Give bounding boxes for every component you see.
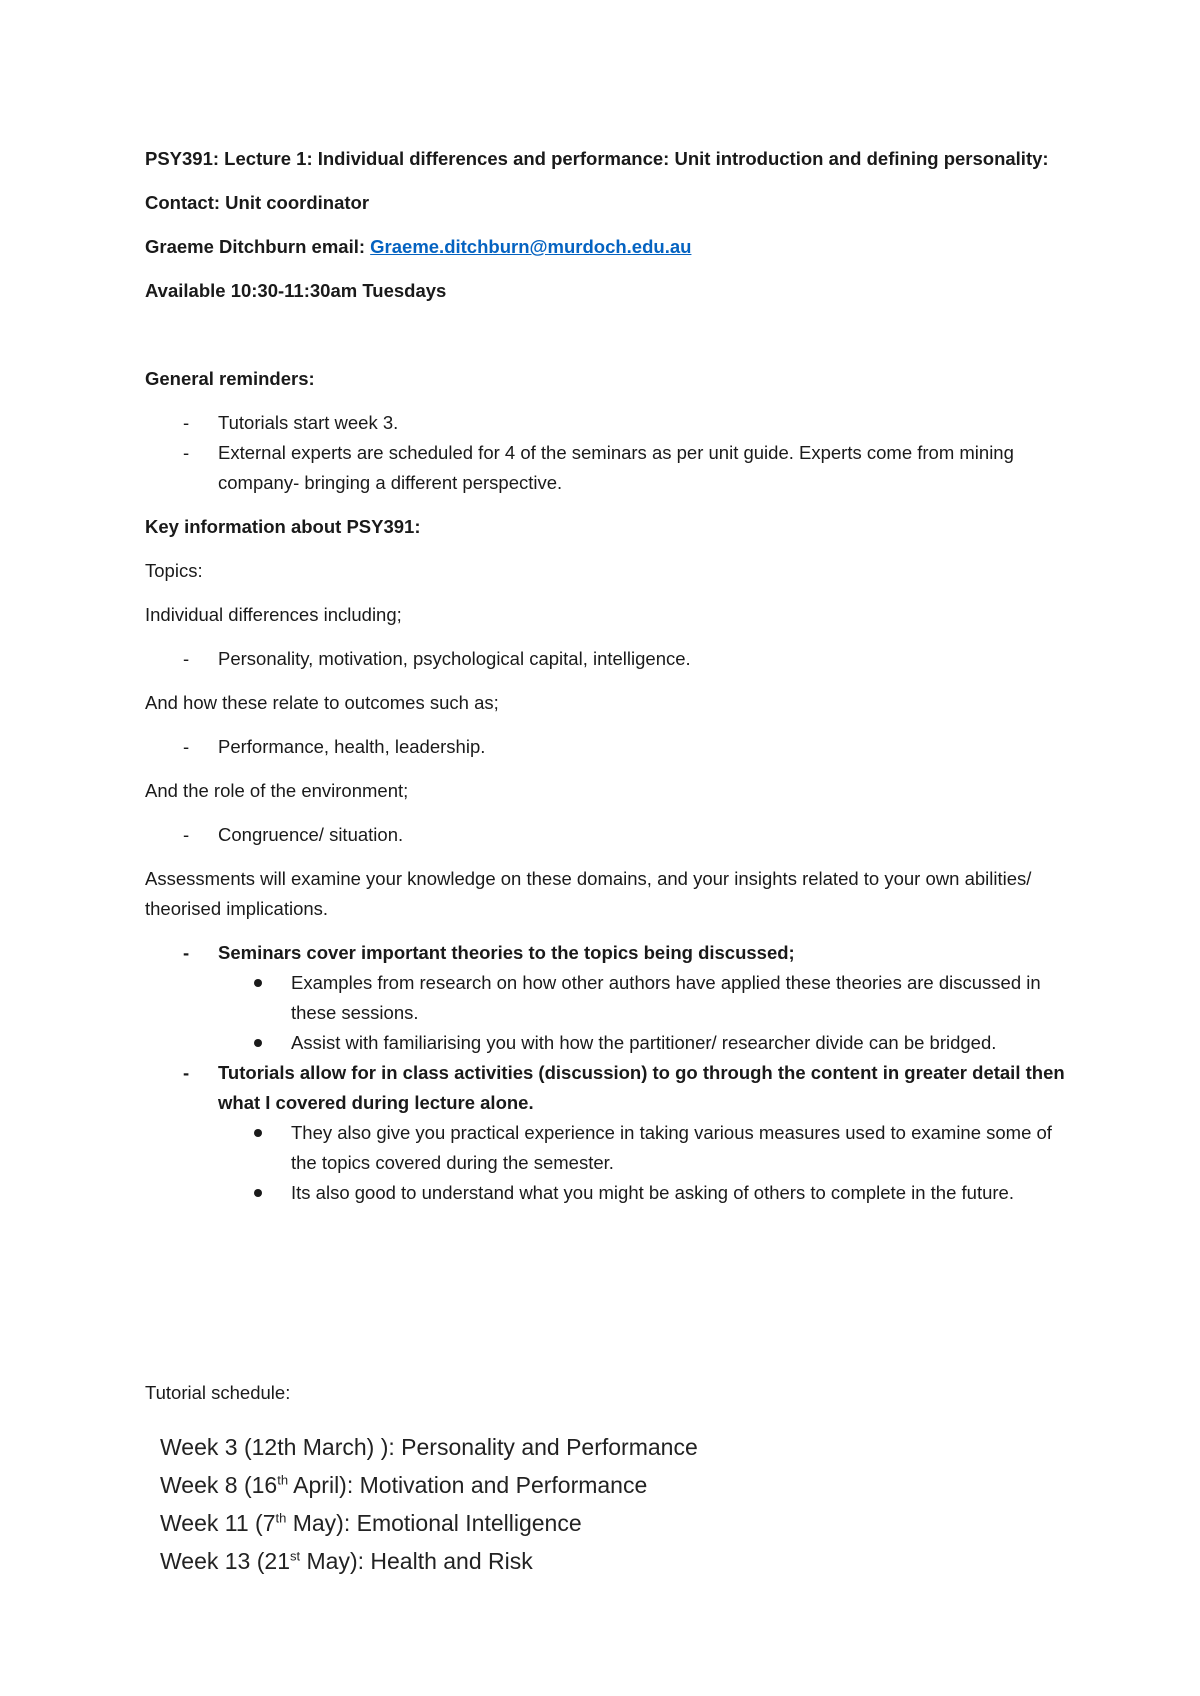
schedule-label: Tutorial schedule: (145, 1382, 291, 1403)
schedule-row (160, 1466, 698, 1504)
seminars-bullets (218, 968, 1065, 1058)
tutorials-label: Tutorials allow for in class activities (discussion) to go through the content in greater detail then what I covered during lecture alone. (218, 1062, 1065, 1113)
topics-label: Topics: (145, 560, 203, 581)
seminars-label: Seminars cover important theories to the topics being discussed; (218, 942, 795, 963)
availability-line: Available 10:30-11:30am Tuesdays (145, 280, 447, 301)
document-page (145, 144, 1065, 1222)
environment-list (145, 820, 1065, 850)
list-item: - Performance, health, leadership. (145, 732, 1065, 762)
schedule-topic: May): Emotional Intelligence (286, 1510, 582, 1536)
schedule-week: Week 13 (21 (160, 1548, 290, 1574)
list-item: Examples from research on how other authors have applied these theories are discussed in these sessions. (218, 968, 1065, 1028)
list-item: Assist with familiarising you with how the partitioner/ researcher divide can be bridged. (218, 1028, 1065, 1058)
list-item: Its also good to understand what you might be asking of others to complete in the future. (218, 1178, 1065, 1208)
environment-label: And the role of the environment; (145, 780, 409, 801)
schedule-row (160, 1504, 698, 1542)
schedule-ordinal: th (275, 1510, 287, 1526)
list-item: - Personality, motivation, psychological capital, intelligence. (145, 644, 1065, 674)
schedule-row (160, 1542, 698, 1580)
key-info-heading: Key information about PSY391: (145, 516, 421, 537)
list-item: - Congruence/ situation. (145, 820, 1065, 850)
page-title: PSY391: Lecture 1: Individual differences and performance: Unit introduction and defining personality: (145, 148, 1049, 169)
formats-list (145, 938, 1065, 1208)
outcomes-list (145, 732, 1065, 762)
individual-differences-list (145, 644, 1065, 674)
schedule-week: Week 8 (16 (160, 1472, 278, 1498)
tutorial-schedule (160, 1428, 698, 1580)
reminders-heading: General reminders: (145, 368, 315, 389)
schedule-row (160, 1428, 698, 1466)
email-link[interactable]: Graeme.ditchburn@murdoch.edu.au (370, 236, 692, 257)
seminars-item (145, 938, 1065, 1058)
list-item: - Tutorials start week 3. (145, 408, 1065, 438)
tutorials-bullets (218, 1118, 1065, 1208)
reminders-list (145, 408, 1065, 498)
schedule-ordinal: st (289, 1548, 301, 1564)
assessments-text: Assessments will examine your knowledge on these domains, and your insights related to your own abilities/ theorised implications. (145, 868, 1032, 919)
schedule-topic: April): Motivation and Performance (288, 1472, 648, 1498)
contact-line: Contact: Unit coordinator (145, 192, 370, 213)
email-line (145, 232, 1065, 262)
list-item: They also give you practical experience in taking various measures used to examine some of the topics covered during the semester. (218, 1118, 1065, 1178)
individual-differences-label: Individual differences including; (145, 604, 402, 625)
schedule-topic: May): Health and Risk (300, 1548, 533, 1574)
schedule-week: Week 3 (12th March) (160, 1434, 381, 1460)
schedule-week: Week 11 (7 (160, 1510, 276, 1536)
tutorials-item (145, 1058, 1065, 1208)
email-label: Graeme Ditchburn email: (145, 236, 371, 257)
schedule-topic: ): Personality and Performance (380, 1434, 698, 1460)
outcomes-label: And how these relate to outcomes such as; (145, 692, 499, 713)
schedule-ordinal: th (277, 1472, 289, 1488)
list-item: - External experts are scheduled for 4 of the seminars as per unit guide. Experts come from mining company- bringing a different perspective. (145, 438, 1065, 498)
